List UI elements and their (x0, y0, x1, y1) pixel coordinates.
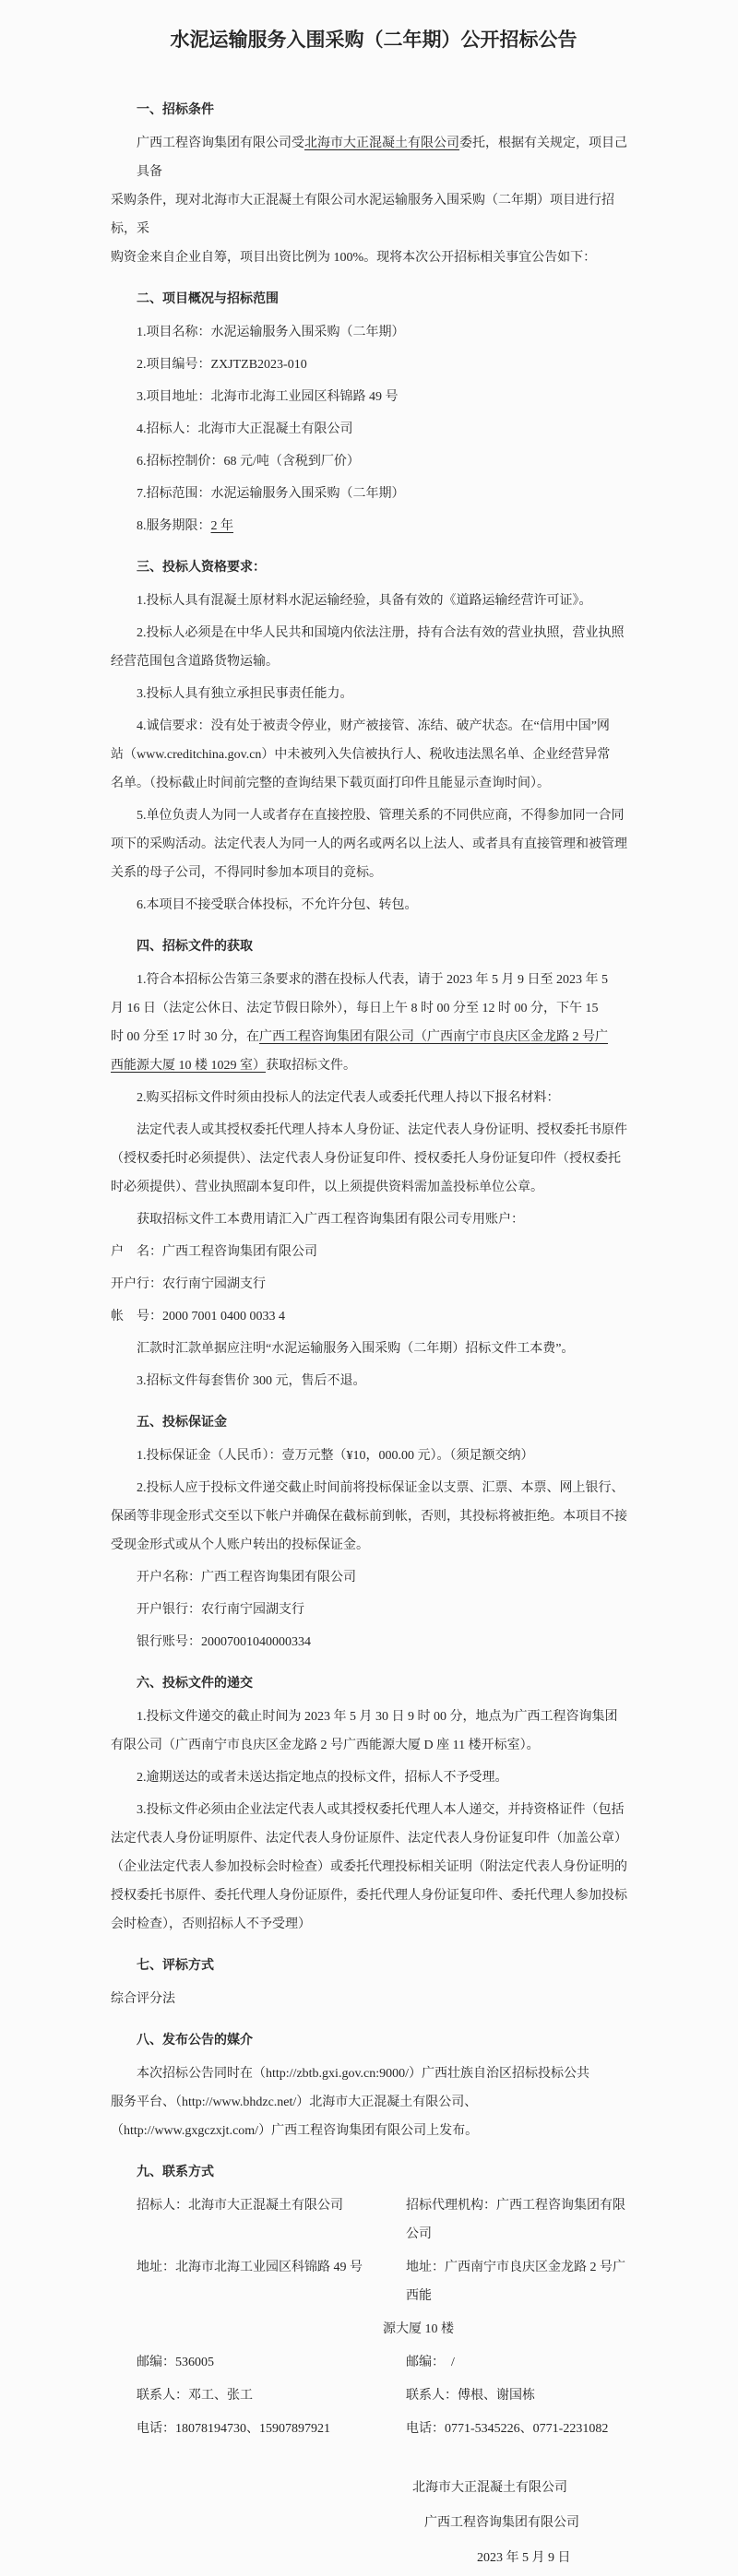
agency-address-continued: 源大厦 10 楼 (383, 2322, 454, 2336)
bid-bond-amount-item: 1.投标保证金（人民币）：壹万元整（¥10，000.00 元）。（须足额交纳） (137, 1449, 534, 1463)
paragraph-line: 4.诚信要求：没有处于被责令停业，财产被接管、冻结、破产状态。在“信用中国”网 (137, 719, 610, 733)
contact-row (111, 2348, 637, 2377)
paragraph-line: 2.投标人应于投标文件递交截止时间前将投标保证金以支票、汇票、本票、网上银行、 (137, 1481, 625, 1495)
bid-bond-payment-item (111, 1474, 637, 1560)
qualification-item-5 (111, 801, 637, 887)
text-run: 获取招标文件。 (266, 1059, 356, 1073)
document-obtain-item-2: 2.购买招标文件时须由投标人的法定代表人或委托代理人持以下报名材料： (137, 1091, 560, 1105)
paragraph-line: 5.单位负责人为同一人或者存在直接控股、管理关系的不同供应商，不得参加同一合同 (137, 809, 625, 823)
paragraph-line: 时必须提供）、营业执照副本复印件，以上须提供资料需加盖投标单位公章。 (111, 1181, 543, 1194)
paragraph-line: 名单。（投标截止时间前完整的查询结果下载页面打印件且能显示查询时间）。 (111, 777, 550, 790)
section-9-heading: 九、联系方式 (137, 2166, 214, 2179)
paragraph-line: 受现金形式或从个人账户转出的投标保证金。 (111, 1538, 369, 1552)
agency-phone: 电话：0771-5345226、0771-2231082 (406, 2422, 609, 2436)
media-paragraph (111, 2060, 637, 2145)
tenderer-address: 地址：北海市北海工业园区科锦路 49 号 (137, 2261, 363, 2274)
section-5-heading: 五、投标保证金 (137, 1416, 227, 1430)
signature-agency: 广西工程咨询集团有限公司 (424, 2516, 579, 2530)
service-period-item (111, 512, 637, 540)
section-1-paragraph (111, 129, 637, 272)
section-7-heading: 七、评标方式 (137, 1959, 214, 1973)
paragraph-line: （企业法定代表人参加投标会时检查）或委托代理投标相关证明（附法定代表人身份证明的 (111, 1860, 627, 1874)
paragraph-line: 法定代表人或其授权委托代理人持本人身份证、法定代表人身份证明、授权委托书原件 (137, 1123, 627, 1137)
text-run: 时 00 分至 17 时 30 分，在 (111, 1030, 259, 1044)
underlined-agency-address: 广西工程咨询集团有限公司（广西南宁市良庆区金龙路 2 号广 (259, 1030, 608, 1044)
paragraph-line: 1.符合本招标公告第三条要求的潜在投标人代表，请于 2023 年 5 月 9 日至 2023 年 5 (137, 973, 608, 987)
evaluation-method: 综合评分法 (111, 1992, 175, 2006)
paragraph-line: 经营范围包含道路货物运输。 (111, 655, 279, 669)
underlined-agency-address: 西能源大厦 10 楼 1029 室） (111, 1059, 266, 1073)
materials-paragraph (111, 1116, 637, 1202)
agency-postcode: 邮编： / (406, 2356, 455, 2369)
contact-row (111, 2253, 637, 2310)
account-bank: 开户行：农行南宁园湖支行 (111, 1277, 266, 1291)
paragraph-line: 授权委托书原件、委托代理人身份证原件，委托代理人身份证复印件、委托代理人参加投标 (111, 1889, 627, 1903)
section-4-heading: 四、招标文件的获取 (137, 940, 253, 954)
document-title: 水泥运输服务入围采购（二年期）公开招标公告 (170, 29, 577, 51)
qualification-item-3: 3.投标人具有独立承担民事责任能力。 (137, 687, 353, 701)
text-run: 委托，根据有关规定，项目己具备 (137, 137, 627, 179)
paragraph-line: （授权委托时必须提供）、法定代表人身份证复印件、授权委托人身份证复印件（授权委托 (111, 1152, 621, 1166)
paragraph-line: 保函等非现金形式交至以下帐户并确保在截标前到帐，否则，其投标将被拒绝。本项目不接 (111, 1510, 627, 1524)
submission-item-1 (111, 1703, 637, 1760)
signature-block (111, 2471, 637, 2576)
contact-row (111, 2315, 637, 2344)
tenderer-item: 4.招标人：北海市大正混凝土有限公司 (137, 422, 353, 436)
paragraph-line: 会时检查），否则招标人不予受理） (111, 1917, 311, 1931)
paragraph-line: 1.投标文件递交的截止时间为 2023 年 5 月 30 日 9 时 00 分，地点为广西工程咨询集团 (137, 1710, 618, 1724)
paragraph-line: 2.投标人必须是在中华人民共和国境内依法注册，持有合法有效的营业执照，营业执照 (137, 626, 625, 640)
account-name: 户 名：广西工程咨询集团有限公司 (111, 1245, 317, 1259)
agency-contact-person: 联系人：傅根、谢国栋 (406, 2389, 535, 2403)
bond-account-name: 开户名称：广西工程咨询集团有限公司 (137, 1571, 356, 1585)
paragraph-line: 本次招标公告同时在（http://zbtb.gxi.gov.cn:9000/）广西壮族自治区招标投标公共 (137, 2067, 590, 2081)
paragraph-line: 购资金来自企业自筹，项目出资比例为 100%。现将本次公开招标相关事宜公告如下： (111, 251, 597, 265)
remittance-note: 汇款时汇款单据应注明“水泥运输服务入围采购（二年期）招标文件工本费”。 (137, 1342, 575, 1356)
qualification-item-4 (111, 712, 637, 798)
signature-date: 2023 年 5 月 9 日 (477, 2551, 571, 2565)
tenderer-contact-person: 联系人：邓工、张工 (137, 2389, 253, 2403)
submission-item-2: 2.逾期送达的或者未送达指定地点的投标文件，招标人不予受理。 (137, 1771, 508, 1785)
account-number: 帐 号：2000 7001 0400 0033 4 (111, 1310, 285, 1324)
signature-tenderer: 北海市大正混凝土有限公司 (412, 2481, 567, 2495)
document-price-item: 3.招标文件每套售价 300 元，售后不退。 (137, 1374, 366, 1388)
project-number-item: 2.项目编号：ZXJTZB2023-010 (137, 358, 307, 372)
fee-remit-note: 获取招标文件工本费用请汇入广西工程咨询集团有限公司专用账户： (137, 1213, 524, 1227)
section-2-heading: 二、项目概况与招标范围 (137, 292, 279, 306)
qualification-item-6: 6.本项目不接受联合体投标，不允许分包、转包。 (137, 898, 418, 912)
paragraph-line: 站（www.creditchina.gov.cn）中未被列入失信被执行人、税收违法黑名单、企业经营异常 (111, 748, 611, 762)
contact-row (111, 2381, 637, 2410)
section-8-heading: 八、发布公告的媒介 (137, 2034, 253, 2048)
section-3-heading: 三、投标人资格要求： (137, 561, 266, 575)
tenderer-phone: 电话：18078194730、15907897921 (137, 2422, 330, 2436)
text-run: 广西工程咨询集团有限公司受 (137, 137, 304, 150)
paragraph-line (111, 129, 637, 186)
paragraph-line: 项下的采购活动。法定代表人为同一人的两名或两名以上法人、或者具有直接管理和被管理 (111, 837, 627, 851)
control-price-item: 6.招标控制价：68 元/吨（含税到厂价） (137, 455, 360, 469)
tenderer-contact-name: 招标人：北海市大正混凝土有限公司 (137, 2199, 343, 2213)
paragraph-line (111, 1023, 637, 1051)
qualification-item-2 (111, 619, 637, 676)
contact-row (111, 2415, 637, 2443)
underlined-client-name: 北海市大正混凝土有限公司 (304, 137, 459, 150)
qualification-item-1: 1.投标人具有混凝土原材料水泥运输经验，具备有效的《道路运输经营许可证》。 (137, 594, 592, 608)
paragraph-line: （http://www.gxgczxjt.com/）广西工程咨询集团有限公司上发布。 (111, 2124, 479, 2138)
paragraph-line: 服务平台、（http://www.bhdzc.net/）北海市大正混凝土有限公司、 (111, 2095, 478, 2109)
bond-account-number: 银行账号：20007001040000334 (137, 1635, 311, 1649)
tender-scope-item: 7.招标范围：水泥运输服务入围采购（二年期） (137, 487, 405, 501)
text-run: 8.服务期限： (137, 519, 211, 533)
document-obtain-item-1 (111, 966, 637, 1080)
paragraph-line: 3.投标文件必须由企业法定代表人或其授权委托代理人本人递交，并持资格证件（包括 (137, 1803, 625, 1817)
contact-row (111, 2191, 637, 2249)
agency-contact-name: 招标代理机构：广西工程咨询集团有限公司 (406, 2199, 625, 2241)
submission-item-3 (111, 1796, 637, 1939)
project-name-item: 1.项目名称：水泥运输服务入围采购（二年期） (137, 326, 405, 339)
paragraph-line (111, 1051, 637, 1080)
paragraph-line: 有限公司（广西南宁市良庆区金龙路 2 号广西能源大厦 D 座 11 楼开标室）。 (111, 1739, 540, 1752)
section-1-heading: 一、招标条件 (137, 103, 214, 117)
paragraph-line: 法定代表人身份证明原件、法定代表人身份证原件、法定代表人身份证复印件（加盖公章） (111, 1832, 627, 1846)
paragraph-line: 关系的母子公司，不得同时参加本项目的竞标。 (111, 866, 382, 880)
tenderer-postcode: 邮编：536005 (137, 2356, 214, 2369)
underlined-service-period: 2 年 (210, 519, 233, 533)
agency-address: 地址：广西南宁市良庆区金龙路 2 号广西能 (406, 2261, 625, 2303)
project-address-item: 3.项目地址：北海市北海工业园区科锦路 49 号 (137, 390, 399, 404)
paragraph-line: 月 16 日（法定公休日、法定节假日除外），每日上午 8 时 00 分至 12 时 00 分，下午 15 (111, 1002, 599, 1015)
section-6-heading: 六、投标文件的递交 (137, 1677, 253, 1691)
paragraph-line: 采购条件，现对北海市大正混凝土有限公司水泥运输服务入围采购（二年期）项目进行招标，采 (111, 194, 614, 236)
bond-account-bank: 开户银行：农行南宁园湖支行 (137, 1603, 304, 1617)
